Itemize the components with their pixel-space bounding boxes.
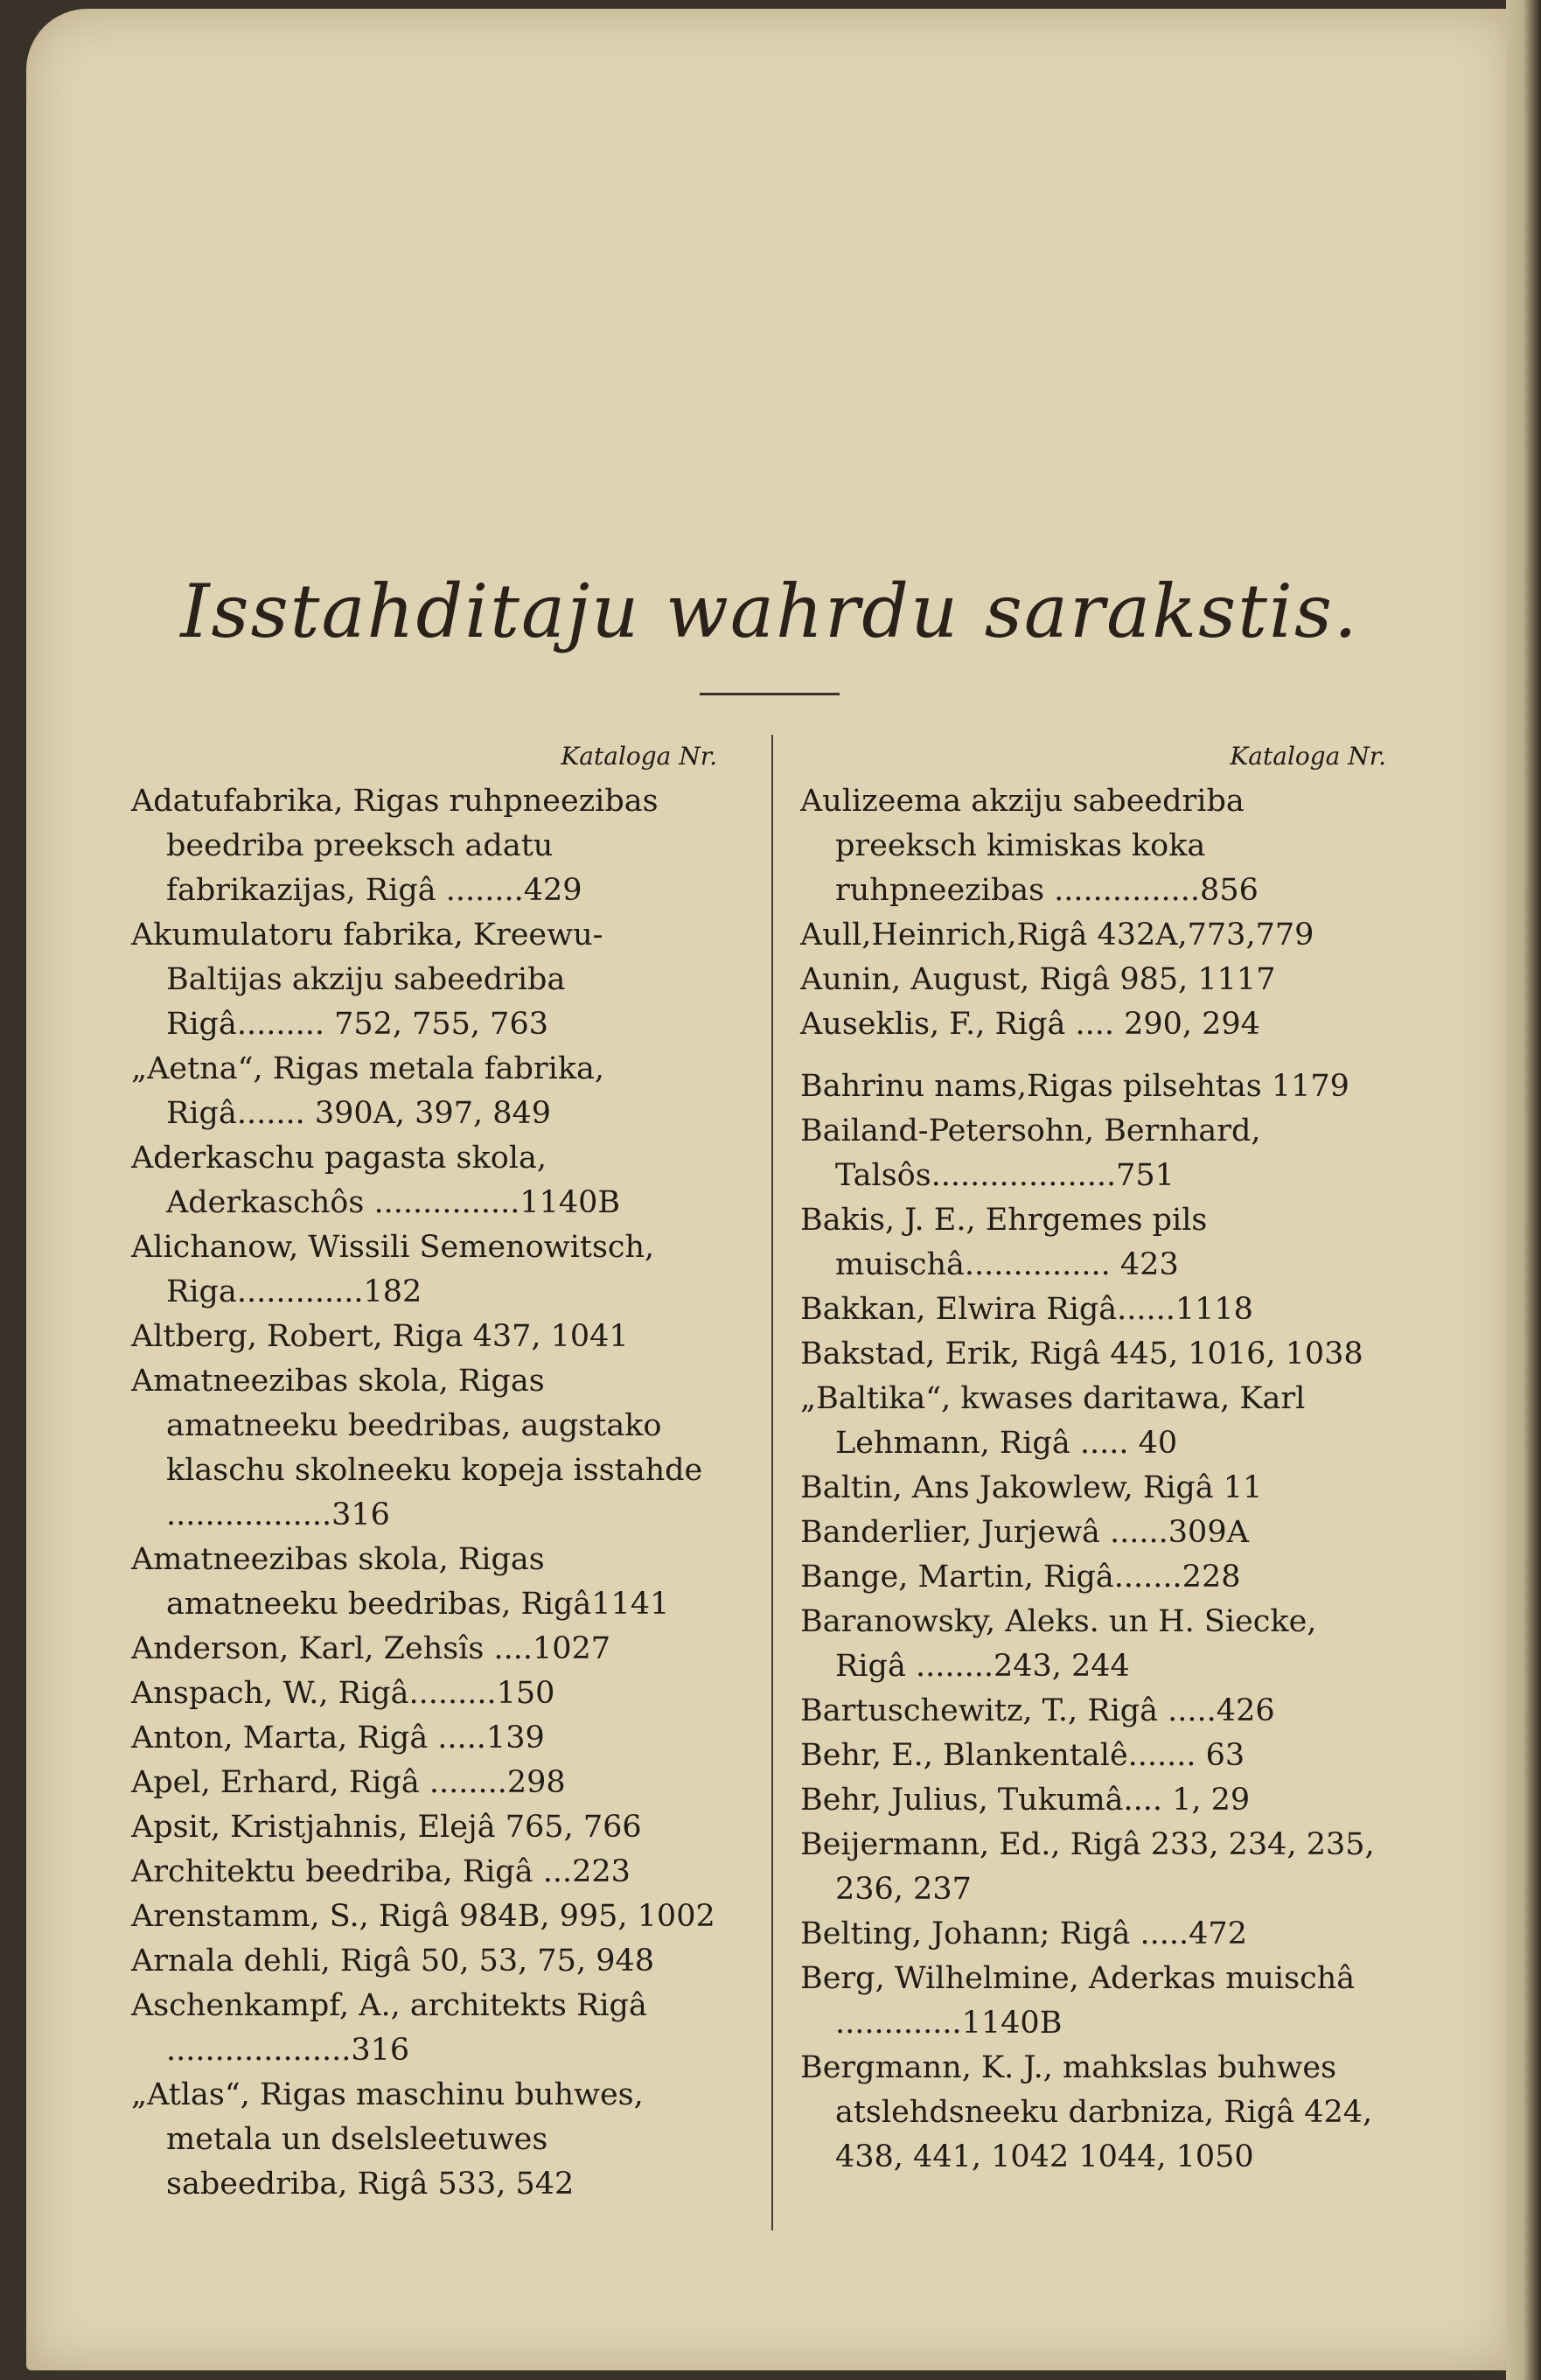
list-item: Beijermann, Ed., Rigâ 233, 234, 235, 236, 237 (800, 1827, 1375, 1907)
document-page (26, 9, 1513, 2370)
list-item: Bailand-Petersohn, Bernhard, Talsôs...................751 (800, 1113, 1261, 1193)
list-item: Adatufabrika, Rigas ruhpneezibas beedriba preeksch adatu fabrikazijas, Rigâ ........429 (131, 784, 659, 908)
list-item: Bakis, J. E., Ehrgemes pils muischâ............... 423 (800, 1203, 1208, 1282)
list-item: Apsit, Kristjahnis, Elejâ 765, 766 (131, 1810, 642, 1845)
list-item: „Atlas“, Rigas maschinu buhwes, metala un dselsleetuwes sabeedriba, Rigâ 533, 542 (131, 2077, 644, 2202)
title-rule (700, 693, 840, 695)
list-item: Aunin, August, Rigâ 985, 1117 (800, 962, 1276, 997)
list-item: Bakstad, Erik, Rigâ 445, 1016, 1038 (800, 1337, 1363, 1371)
list-item: Aull,Heinrich,Rigâ 432A,773,779 (800, 918, 1314, 953)
list-item: Bergmann, K. J., mahkslas buhwes atslehdsneeku darbniza, Rigâ 424, 438, 441, 1042 1044, 1050 (800, 2050, 1373, 2174)
page-title: Isstahditaju wahrdu sarakstis. (180, 569, 1359, 654)
list-item: „Baltika“, kwases daritawa, Karl Lehmann, Rigâ ..... 40 (800, 1381, 1306, 1461)
left-column (131, 739, 717, 2207)
list-item: Baranowsky, Aleks. un H. Siecke, Rigâ ........243, 244 (800, 1604, 1317, 1684)
list-item: Alichanow, Wissili Semenowitsch, Riga.............182 (131, 1230, 655, 1309)
column-divider (771, 735, 773, 2230)
list-item: Amatneezibas skola, Rigas amatneeku beedribas, Rigâ1141 (131, 1542, 670, 1622)
list-item: Auseklis, F., Rigâ .... 290, 294 (800, 1007, 1260, 1042)
list-item: „Aetna“, Rigas metala fabrika, Rigâ....... 390A, 397, 849 (131, 1051, 605, 1131)
list-item: Architektu beedriba, Rigâ ...223 (131, 1854, 631, 1889)
list-item: Anderson, Karl, Zehsîs ....1027 (131, 1631, 611, 1666)
list-item: Apel, Erhard, Rigâ ........298 (131, 1765, 566, 1800)
list-item: Belting, Johann; Rigâ .....472 (800, 1916, 1247, 1951)
list-item: Akumulatoru fabrika, Kreewu-Baltijas akziju sabeedriba Rigâ......... 752, 755, 763 (131, 918, 603, 1042)
list-item: Amatneezibas skola, Rigas amatneeku beedribas, augstako klaschu skolneeku kopeja isstahde .................316 (131, 1364, 703, 1532)
list-item: Arnala dehli, Rigâ 50, 53, 75, 948 (131, 1944, 655, 1979)
list-item: Anton, Marta, Rigâ .....139 (131, 1720, 545, 1755)
list-item: Bakkan, Elwira Rigâ......1118 (800, 1292, 1253, 1327)
list-item: Bahrinu nams,Rigas pilsehtas 1179 (800, 1069, 1349, 1104)
list-item: Behr, E., Blankentalê....... 63 (800, 1738, 1245, 1773)
catalog-number-header: Kataloga Nr. (1230, 742, 1386, 771)
book-spine-edge (1506, 0, 1541, 2380)
right-column (800, 739, 1386, 2180)
list-item: Banderlier, Jurjewâ ......309A (800, 1515, 1249, 1550)
list-item: Aderkaschu pagasta skola, Aderkaschôs ...............1140B (131, 1141, 621, 1220)
list-item: Aulizeema akziju sabeedriba preeksch kimiskas koka ruhpneezibas ...............856 (800, 784, 1259, 908)
list-item: Behr, Julius, Tukumâ.... 1, 29 (800, 1783, 1251, 1818)
list-item: Anspach, W., Rigâ.........150 (131, 1676, 555, 1711)
list-item: Arenstamm, S., Rigâ 984B, 995, 1002 (131, 1899, 715, 1934)
list-item: Baltin, Ans Jakowlew, Rigâ 11 (800, 1470, 1263, 1505)
list-item: Berg, Wilhelmine, Aderkas muischâ .............1140B (800, 1961, 1356, 2041)
list-item: Bange, Martin, Rigâ.......228 (800, 1560, 1241, 1595)
list-item: Aschenkampf, A., architekts Rigâ ...................316 (131, 1988, 647, 2068)
catalog-number-header: Kataloga Nr. (561, 742, 717, 771)
list-item: Altberg, Robert, Riga 437, 1041 (131, 1319, 629, 1354)
list-item: Bartuschewitz, T., Rigâ .....426 (800, 1693, 1275, 1728)
